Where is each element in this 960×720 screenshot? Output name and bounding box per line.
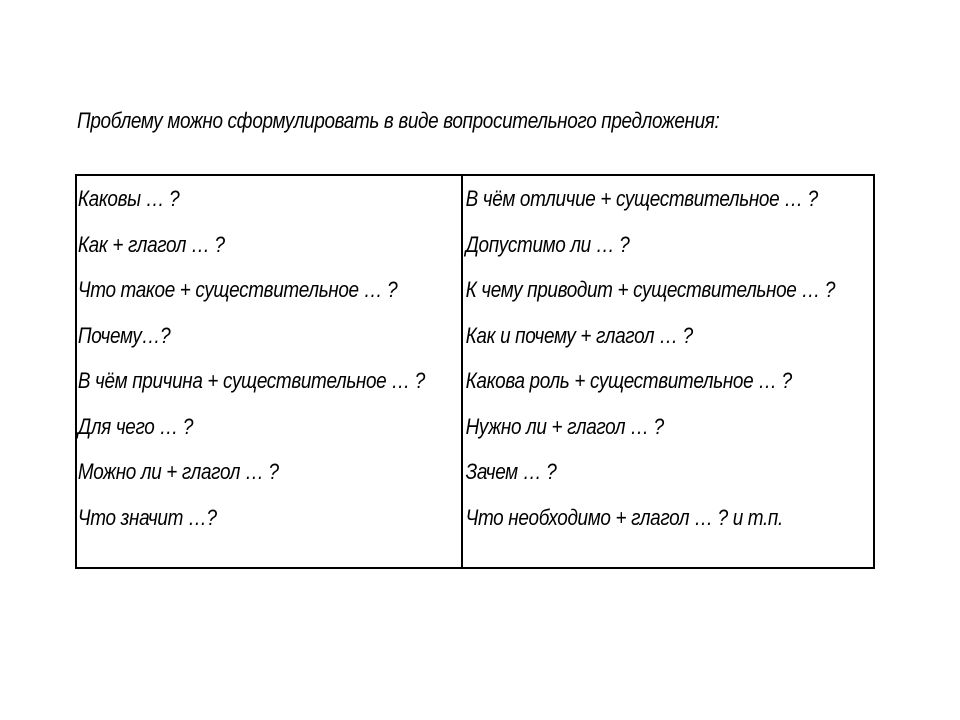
right-column xyxy=(463,176,896,567)
question-item: Что необходимо + глагол … ? и т.п. xyxy=(465,504,783,530)
question-table xyxy=(75,174,875,569)
question-item: Какова роль + существительное … ? xyxy=(465,368,792,393)
question-item: В чём отличие + существительное … ? xyxy=(465,186,818,211)
question-item: Допустимо ли … ? xyxy=(465,231,630,257)
question-item: Что такое + существительное … ? xyxy=(77,277,398,302)
question-item: Каковы … ? xyxy=(77,186,180,211)
question-item: К чему приводит + существительное … ? xyxy=(465,277,836,302)
question-item: Как + глагол … ? xyxy=(77,231,225,257)
slide-heading: Проблему можно сформулировать в виде вопросительного предложения: xyxy=(77,108,720,133)
question-item: Как и почему + глагол … ? xyxy=(465,322,693,348)
question-item: Нужно ли + глагол … ? xyxy=(465,413,664,439)
question-item: Почему…? xyxy=(77,322,171,348)
question-item: Для чего … ? xyxy=(77,413,194,439)
question-item: Можно ли + глагол … ? xyxy=(77,459,279,484)
question-item: В чём причина + существительное … ? xyxy=(77,368,425,393)
question-item: Что значит …? xyxy=(77,504,217,530)
left-column xyxy=(77,176,463,567)
question-item: Зачем … ? xyxy=(465,459,557,484)
